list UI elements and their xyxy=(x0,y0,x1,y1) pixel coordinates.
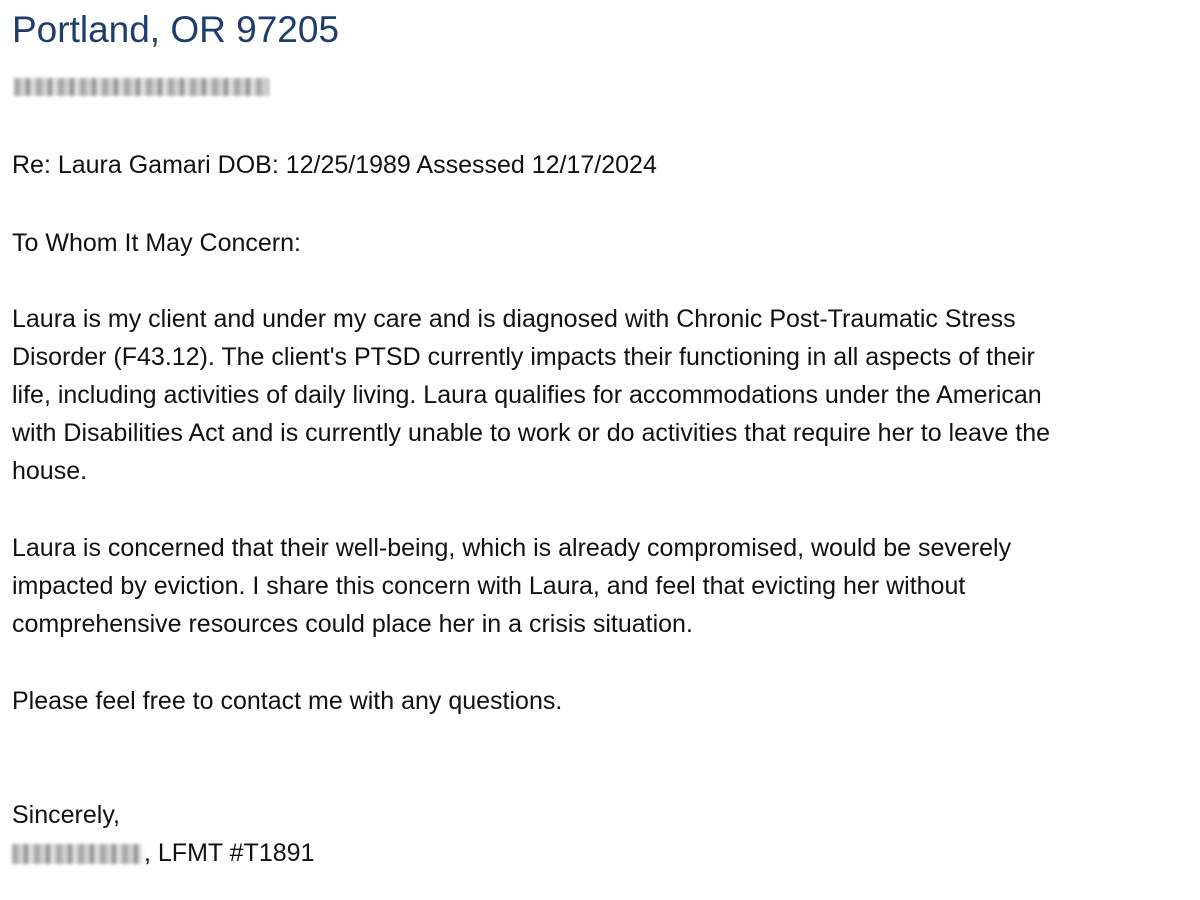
redacted-signer-name xyxy=(12,844,142,864)
paragraph-2-line: impacted by eviction. I share this concern with Laura, and feel that evicting her without xyxy=(12,572,966,600)
paragraph-2-line: comprehensive resources could place her in a crisis situation. xyxy=(12,610,693,638)
signature-line xyxy=(12,834,314,872)
signature-credentials: , LFMT #T1891 xyxy=(144,839,315,867)
salutation: To Whom It May Concern: xyxy=(12,229,301,257)
paragraph-1-line: Laura is my client and under my care and is diagnosed with Chronic Post-Traumatic Stress xyxy=(12,305,1016,333)
paragraph-1-line: with Disabilities Act and is currently unable to work or do activities that require her to leave the xyxy=(12,419,1051,447)
letterhead-city-line: Portland, OR 97205 xyxy=(12,9,340,50)
redaction-blur xyxy=(14,78,269,96)
paragraph-1-line: life, including activities of daily living. Laura qualifies for accommodations under the American xyxy=(12,381,1042,409)
paragraph-1-line: house. xyxy=(12,457,88,485)
re-line: Re: Laura Gamari DOB: 12/25/1989 Assessed 12/17/2024 xyxy=(12,151,657,179)
paragraph-1-line: Disorder (F43.12). The client's PTSD currently impacts their functioning in all aspects of their xyxy=(12,343,1035,371)
closing: Sincerely, xyxy=(12,801,120,829)
paragraph-3: Please feel free to contact me with any questions. xyxy=(12,687,563,715)
paragraph-2-line: Laura is concerned that their well-being, which is already compromised, would be severely xyxy=(12,534,1012,562)
redacted-phone-number xyxy=(14,78,269,100)
